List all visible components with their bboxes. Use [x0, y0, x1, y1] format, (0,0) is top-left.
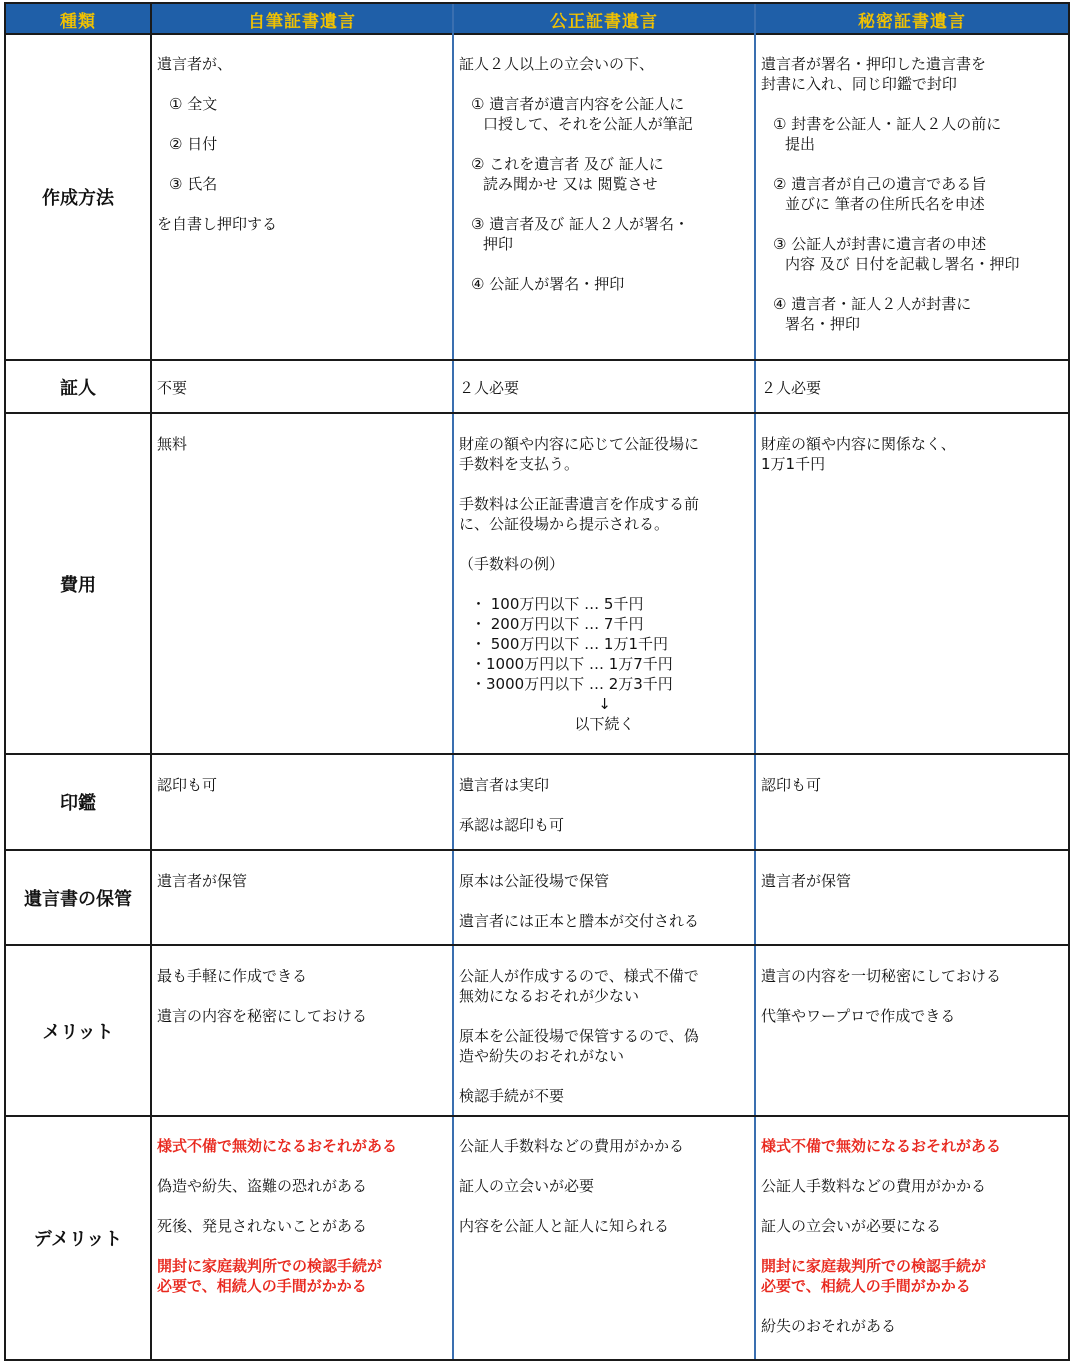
- header-secret: 秘密証書遺言: [858, 12, 966, 32]
- text-line: 原本は公証役場で保管: [459, 872, 610, 890]
- warning-text: 開封に家庭裁判所での検認手続が: [761, 1257, 987, 1275]
- cell-secret-demerit: [756, 1136, 1068, 1336]
- text-line: 紛失のおそれがある: [761, 1317, 897, 1335]
- row-label-witness: 証人: [60, 377, 96, 399]
- text-line: （手数料の例）: [459, 555, 565, 573]
- text-line: を自書し押印する: [157, 215, 278, 233]
- text-line: 証人の立会いが必要: [459, 1177, 595, 1195]
- cell-holographic-creation: [152, 54, 452, 234]
- text-line: 手数料を支払う。: [459, 455, 580, 473]
- text-line: 1万1千円: [761, 455, 826, 473]
- row-divider: [6, 1115, 1068, 1117]
- text-line: 以下続く: [574, 715, 635, 733]
- text-line: 遺言の内容を秘密にしておける: [157, 1007, 368, 1025]
- text-line: 遺言者は実印: [459, 776, 550, 794]
- cell-notarial-witness: ２人必要: [459, 379, 520, 397]
- warning-text: 必要で、相続人の手間がかかる: [761, 1277, 971, 1295]
- text-line: 遺言者が署名・押印した遺言書を: [761, 55, 987, 73]
- cell-secret-seal: 認印も可: [761, 776, 822, 794]
- row-label-merit: メリット: [42, 1021, 114, 1043]
- row-label-creation: 作成方法: [42, 188, 114, 209]
- comparison-table: [4, 2, 1070, 1361]
- text-line: 原本を公証役場で保管するので、偽: [459, 1027, 699, 1045]
- cell-notarial-cost: [454, 434, 754, 734]
- text-line: 封書に入れ、同じ印鑑で封印: [761, 75, 957, 93]
- text-line: 財産の額や内容に関係なく、: [761, 435, 956, 453]
- cell-secret-witness: ２人必要: [761, 379, 822, 397]
- row-label-cost: 費用: [60, 574, 96, 596]
- fee-example: ・1000万円以下 … 1万7千円: [471, 655, 673, 673]
- text-line: 証人２人以上の立会いの下、: [459, 55, 655, 73]
- row-divider: [6, 359, 1068, 361]
- cell-notarial-demerit: [454, 1136, 754, 1236]
- text-line: 無効になるおそれが少ない: [459, 987, 640, 1005]
- row-label-demerit: デメリット: [33, 1229, 123, 1250]
- fee-example: ・ 200万円以下 … 7千円: [471, 615, 644, 633]
- text-line: ② 日付: [169, 135, 218, 153]
- text-line: 代筆やワープロで作成できる: [761, 1007, 956, 1025]
- table-header: [6, 4, 1068, 35]
- text-line: 財産の額や内容に応じて公証役場に: [459, 435, 700, 453]
- text-line: 偽造や紛失、盗難の恐れがある: [157, 1177, 368, 1195]
- text-line: に、公証役場から提示される。: [459, 515, 670, 533]
- row-divider: [6, 849, 1068, 851]
- text-line: 遺言者が、: [157, 55, 233, 73]
- cell-secret-merit: [756, 966, 1068, 1026]
- text-line: 遺言の内容を一切秘密にしておける: [761, 967, 1002, 985]
- row-label-seal: 印鑑: [60, 793, 96, 814]
- text-line: 署名・押印: [785, 315, 861, 333]
- text-line: 証人の立会いが必要になる: [761, 1217, 942, 1235]
- text-line: 造や紛失のおそれがない: [459, 1047, 625, 1065]
- text-line: 最も手軽に作成できる: [157, 967, 308, 985]
- cell-notarial-seal: [454, 775, 754, 835]
- header-type: 種類: [60, 12, 96, 32]
- text-line: ② 遺言者が自己の遺言である旨: [773, 175, 987, 193]
- cell-notarial-merit: [454, 966, 754, 1106]
- text-line: ③ 遺言者及び 証人２人が署名・: [471, 215, 689, 233]
- cell-holographic-merit: [152, 966, 452, 1026]
- fee-example: ・ 100万円以下 … 5千円: [471, 595, 644, 613]
- row-divider: [6, 412, 1068, 414]
- text-line: 押印: [483, 235, 514, 253]
- warning-text: 開封に家庭裁判所での検認手続が: [157, 1257, 383, 1275]
- row-divider: [6, 753, 1068, 755]
- text-line: 承認は認印も可: [459, 816, 565, 834]
- warning-text: 様式不備で無効になるおそれがある: [761, 1137, 1002, 1155]
- text-line: 死後、発見されないことがある: [157, 1217, 368, 1235]
- text-line: ① 全文: [169, 95, 218, 113]
- cell-holographic-witness: 不要: [157, 379, 188, 397]
- text-line: 遺言者には正本と謄本が交付される: [459, 912, 700, 930]
- warning-text: 必要で、相続人の手間がかかる: [157, 1277, 367, 1295]
- cell-secret-cost: [756, 434, 1068, 474]
- text-line: ③ 氏名: [169, 175, 218, 193]
- text-line: 提出: [785, 135, 816, 153]
- header-notarial: 公正証書遺言: [550, 12, 658, 32]
- text-line: 手数料は公正証書遺言を作成する前: [459, 495, 700, 513]
- row-label-storage: 遺言書の保管: [24, 888, 132, 910]
- text-line: ① 封書を公証人・証人２人の前に: [773, 115, 1002, 133]
- cell-secret-creation: [756, 54, 1068, 334]
- text-line: 公証人手数料などの費用がかかる: [761, 1177, 987, 1195]
- text-line: 公証人が作成するので、様式不備で: [459, 967, 699, 985]
- text-line: 読み聞かせ 又は 閲覧させ: [483, 175, 658, 193]
- text-line: 並びに 筆者の住所氏名を申述: [785, 195, 985, 213]
- header-holographic: 自筆証書遺言: [248, 12, 356, 32]
- text-line: 内容を公証人と証人に知られる: [459, 1217, 670, 1235]
- text-line: 検認手続が不要: [459, 1087, 565, 1105]
- cell-secret-storage: 遺言者が保管: [761, 872, 852, 890]
- cell-notarial-creation: [454, 54, 754, 294]
- cell-notarial-storage: [454, 871, 754, 931]
- cell-holographic-cost: 無料: [157, 435, 188, 453]
- text-line: ④ 遺言者・証人２人が封書に: [773, 295, 972, 313]
- text-line: ① 遺言者が遺言内容を公証人に: [471, 95, 685, 113]
- cell-holographic-demerit: [152, 1136, 452, 1296]
- text-line: 内容 及び 日付を記載し署名・押印: [785, 255, 1020, 273]
- cell-holographic-storage: 遺言者が保管: [157, 872, 248, 890]
- fee-example: ・3000万円以下 … 2万3千円: [471, 675, 673, 693]
- text-line: ② これを遺言者 及び 証人に: [471, 155, 664, 173]
- cell-holographic-seal: 認印も可: [157, 776, 218, 794]
- fee-example: ・ 500万円以下 … 1万1千円: [471, 635, 669, 653]
- text-line: 口授して、それを公証人が筆記: [483, 115, 693, 133]
- text-line: ③ 公証人が封書に遺言者の申述: [773, 235, 987, 253]
- text-line: ④ 公証人が署名・押印: [471, 275, 625, 293]
- row-divider: [6, 944, 1068, 946]
- warning-text: 様式不備で無効になるおそれがある: [157, 1137, 398, 1155]
- text-line: 公証人手数料などの費用がかかる: [459, 1137, 685, 1155]
- down-arrow: ↓: [598, 695, 611, 713]
